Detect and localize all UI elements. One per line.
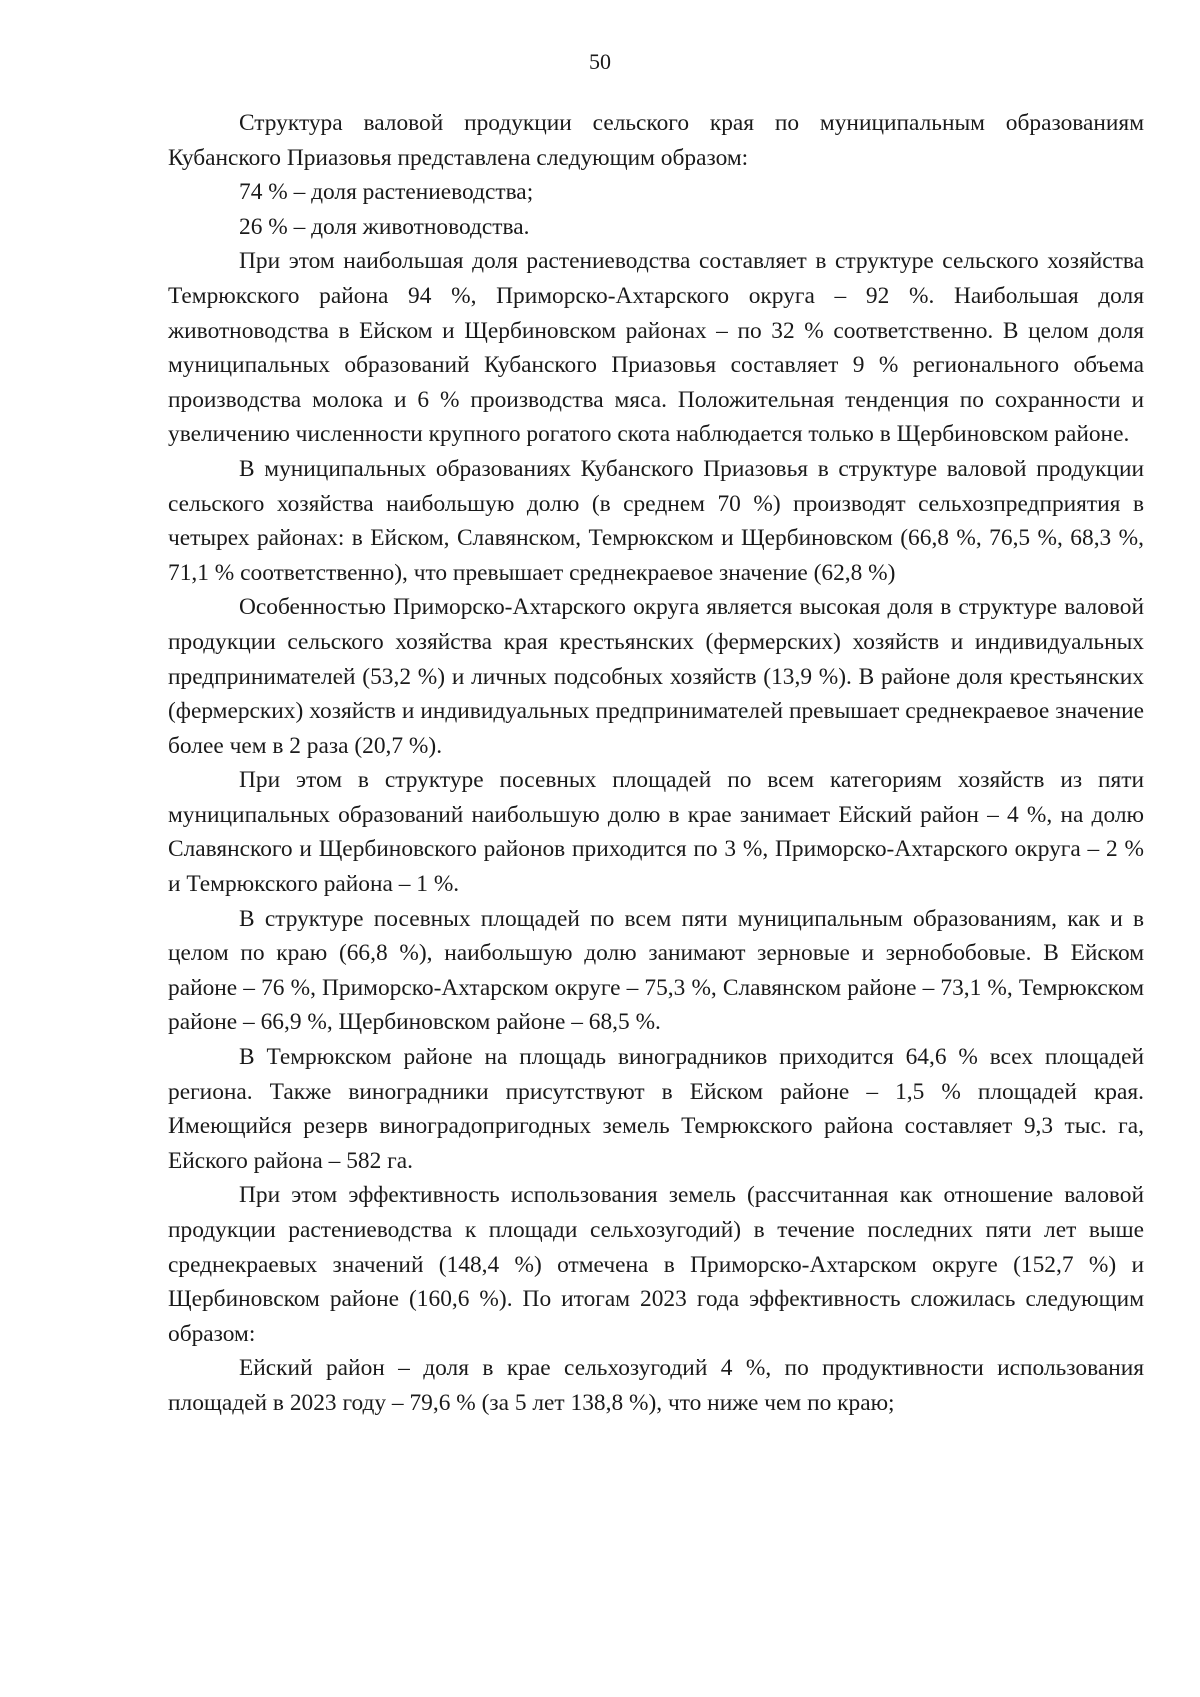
document-body bbox=[168, 106, 1144, 1421]
paragraph-livestock-share: 26 % – доля животноводства. bbox=[239, 213, 530, 240]
paragraph-land-efficiency: При этом эффективность использования земель (рассчитанная как отношение валовой продукции растениеводства к площади сельхозугодий) в течение последних пяти лет выше среднекраевых значений (148,4 %) отмечена в Приморско-Ахтарском округе (152,7 %) и Щербиновском районе (160,6 %). По итогам 2023 года эффективность сложилась следующим образом: bbox=[168, 1182, 1144, 1347]
paragraph-largest-shares: При этом наибольшая доля растениеводства составляет в структуре сельского хозяйства Темрюкского района 94 %, Приморско-Ахтарского округа – 92 %. Наибольшая доля животноводства в Ейском и Щербиновском районах – по 32 % соответственно. В целом доля муниципальных образований Кубанского Приазовья составляет 9 % регионального объема производства молока и 6 % производства мяса. Положительная тенденция по сохранности и увеличению численности крупного рогатого скота наблюдается только в Щербиновском районе. bbox=[168, 248, 1144, 448]
paragraph-sown-areas: При этом в структуре посевных площадей по всем категориям хозяйств из пяти муниципальных образований наибольшую долю в крае занимает Ейский район – 4 %, на долю Славянского и Щербиновского районов приходится по 3 %, Приморско-Ахтарского округа – 2 % и Темрюкского района – 1 %. bbox=[168, 767, 1144, 898]
paragraph-structure-intro: Структура валовой продукции сельского края по муниципальным образованиям Кубанского Приазовья представлена следующим образом: bbox=[168, 110, 1144, 171]
paragraph-grain-crops: В структуре посевных площадей по всем пяти муниципальным образованиям, как и в целом по краю (66,8 %), наибольшую долю занимают зерновые и зернобобовые. В Ейском районе – 76 %, Приморско-Ахтарском округе – 75,3 %, Славянском районе – 73,1 %, Темрюкском районе – 66,9 %, Щербиновском районе – 68,5 %. bbox=[168, 905, 1144, 1036]
paragraph-agri-enterprises: В муниципальных образованиях Кубанского Приазовья в структуре валовой продукции сельского хозяйства наибольшую долю (в среднем 70 %) производят сельхозпредприятия в четырех районах: в Ейском, Славянском, Темрюкском и Щербиновском (66,8 %, 76,5 %, 68,3 %, 71,1 % соответственно), что превышает среднекраевое значение (62,8 %) bbox=[168, 455, 1144, 586]
paragraph-crop-share: 74 % – доля растениеводства; bbox=[239, 179, 534, 206]
page-number: 50 bbox=[589, 49, 611, 74]
paragraph-vineyards: В Темрюкском районе на площадь виноградников приходится 64,6 % всех площадей региона. Также виноградники присутствуют в Ейском районе – 1,5 % площадей края. Имеющийся резерв виноградопригодных земель Темрюкского района составляет 9,3 тыс. га, Ейского района – 582 га. bbox=[168, 1044, 1144, 1174]
paragraph-yeysk-district: Ейский район – доля в крае сельхозугодий 4 %, по продуктивности использования площадей в 2023 году – 79,6 % (за 5 лет 138,8 %), что ниже чем по краю; bbox=[168, 1355, 1144, 1416]
paragraph-primorsko-akhtarsk: Особенностью Приморско-Ахтарского округа является высокая доля в структуре валовой продукции сельского хозяйства края крестьянских (фермерских) хозяйств и индивидуальных предпринимателей (53,2 %) и личных подсобных хозяйств (13,9 %). В районе доля крестьянских (фермерских) хозяйств и индивидуальных предпринимателей превышает среднекраевое значение более чем в 2 раза (20,7 %). bbox=[168, 594, 1144, 759]
